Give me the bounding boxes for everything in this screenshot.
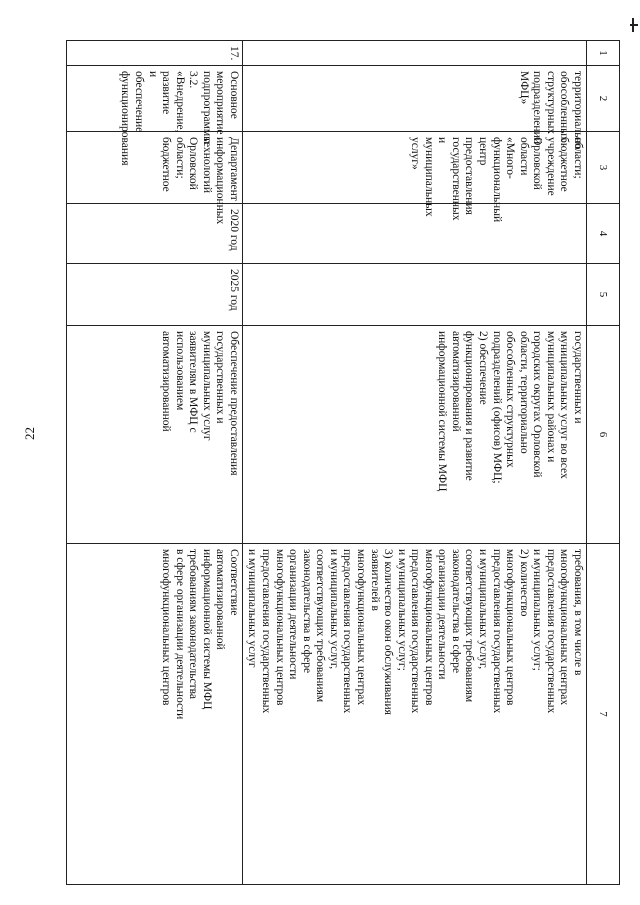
header-cell: 1 bbox=[587, 41, 620, 66]
page-number: 22 bbox=[22, 427, 37, 440]
table-cell: Обеспечение предоставления государственных и муниципальных услуг заявителям в МФЦ с использованием автоматизированной bbox=[66, 326, 242, 544]
table-cell bbox=[242, 41, 586, 66]
header-row bbox=[587, 41, 620, 885]
table-cell: государственных и муниципальных услуг во всех муниципальных районах и городских округах Орловской области, территориально обособленных структурных подразделений (офисов) МФЦ; 2) обеспечение функционирования и развитие автоматизированной информационной системы МФЦ bbox=[242, 326, 586, 544]
table-cell: требования, в том числе в многофункциональных центрах предоставления государственных и муниципальных услуг; 2) количество многофункциональных центров предоставления государственных и муниципальных услуг, соответствующих требованиям законодательства в сфере организации деятельности многофункциональных центров предоставления государственных и муниципальных услуг; 3) количество окон обслуживания заявителей в многофункциональных центрах предоставления государственных и муниципальных услуг, соответствующих требованиям законодательства в сфере организации деятельности многофункциональных центров предоставления государственных и муниципальных услуг bbox=[242, 544, 586, 885]
edge-mark-tick bbox=[630, 24, 638, 26]
program-table bbox=[66, 40, 620, 885]
table-cell: территориально обособленных структурных подразделений МФЦ» bbox=[242, 66, 586, 132]
table-cell: области; бюджетное учреждение Орловской области «Много- функциональный центр предоставления государственных и муниципальных услуг» bbox=[242, 132, 586, 204]
table-cell: Департамент информационных технологий Орловской области; бюджетное bbox=[66, 132, 242, 204]
table-cell: Соответствие автоматизированной информационной системы МФЦ требованиям законодательства в сфере организации деятельности многофункциональных центров bbox=[66, 544, 242, 885]
table-cell: 2025 год bbox=[66, 264, 242, 326]
header-cell: 5 bbox=[587, 264, 620, 326]
table-cell: 2020 год bbox=[66, 204, 242, 264]
table-row bbox=[66, 41, 242, 885]
table-cell: 17. bbox=[66, 41, 242, 66]
table-cell: Основное мероприятие подпрограммы 3.2. «Внедрение, развитие и обеспечение функционирования bbox=[66, 66, 242, 132]
table-cell bbox=[242, 204, 586, 264]
header-cell: 3 bbox=[587, 132, 620, 204]
table-row bbox=[242, 41, 586, 885]
table-cell bbox=[242, 264, 586, 326]
header-cell: 7 bbox=[587, 544, 620, 885]
header-cell: 2 bbox=[587, 66, 620, 132]
rotated-table-container bbox=[80, 40, 620, 884]
header-cell: 6 bbox=[587, 326, 620, 544]
header-cell: 4 bbox=[587, 204, 620, 264]
